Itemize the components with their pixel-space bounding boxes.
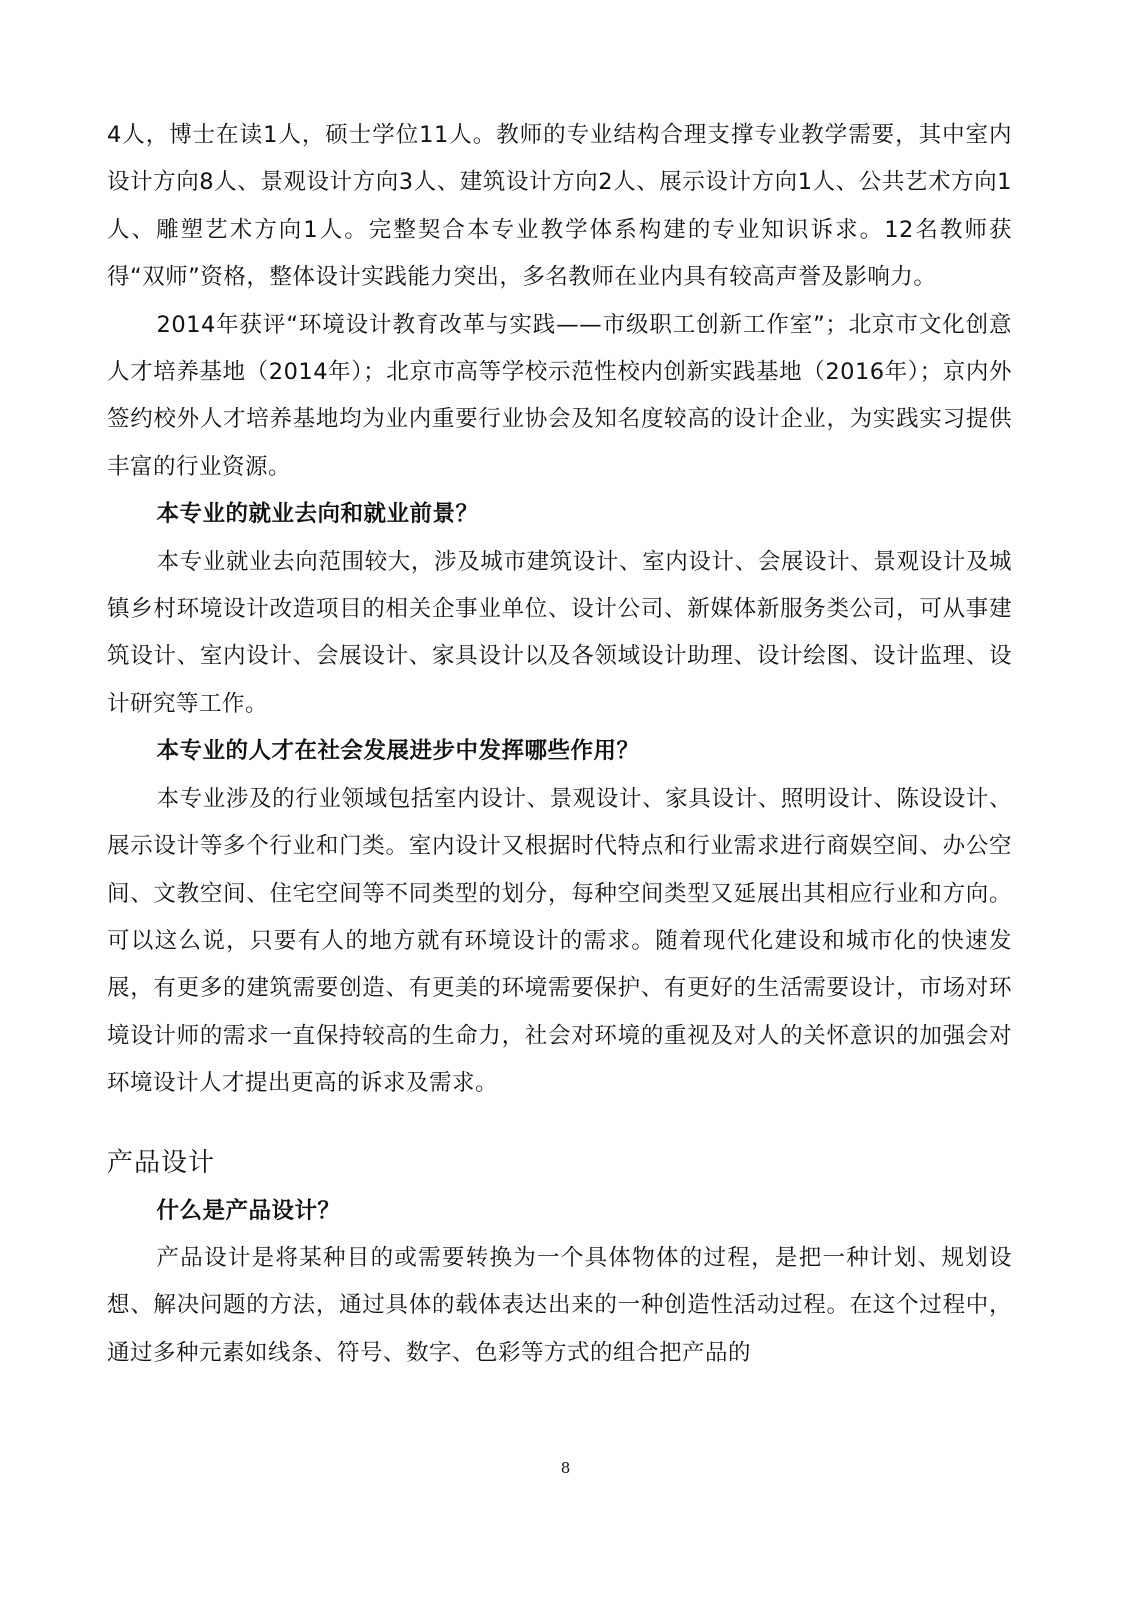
- section-title-product-design: 产品设计: [107, 1147, 216, 1178]
- paragraph-employment-prospects: 本专业就业去向范围较大，涉及城市建筑设计、室内设计、会展设计、景观设计及城镇乡村环境设计改造项目的相关企事业单位、设计公司、新媒体新服务类公司，可从事建筑设计、室内设计、会展设计、家具设计以及各领域设计助理、设计绘图、设计监理、设计研究等工作。: [107, 548, 1012, 717]
- paragraph-faculty-structure: 4人，博士在读1人，硕士学位11人。教师的专业结构合理支撑专业教学需要，其中室内设计方向8人、景观设计方向3人、建筑设计方向2人、展示设计方向1人、公共艺术方向1人、雕塑艺术方向1人。完整契合本专业教学体系构建的专业知识诉求。12名教师获得“双师”资格，整体设计实践能力突出，多名教师在业内具有较高声誉及影响力。: [107, 122, 1012, 291]
- question-employment-prospects: 本专业的就业去向和就业前景？: [156, 501, 479, 528]
- page-body: [107, 112, 1012, 1377]
- page-number: 8: [560, 1459, 571, 1477]
- paragraph-product-design-definition: 产品设计是将某种目的或需要转换为一个具体物体的过程，是把一种计划、规划设想、解决问题的方法，通过具体的载体表达出来的一种创造性活动过程。在这个过程中，通过多种元素如线条、符号、数字、色彩等方式的组合把产品的: [107, 1244, 1012, 1366]
- question-what-is-product-design: 什么是产品设计？: [156, 1197, 341, 1224]
- paragraph-social-role: 本专业涉及的行业领域包括室内设计、景观设计、家具设计、照明设计、陈设设计、展示设计等多个行业和门类。室内设计又根据时代特点和行业需求进行商娱空间、办公空间、文教空间、住宅空间等不同类型的划分，每种空间类型又延展出其相应行业和方向。可以这么说，只要有人的地方就有环境设计的需求。随着现代化建设和城市化的快速发展，有更多的建筑需要创造、有更美的环境需要保护、有更好的生活需要设计，市场对环境设计师的需求一直保持较高的生命力，社会对环境的重视及对人的关怀意识的加强会对环境设计人才提出更高的诉求及需求。: [107, 785, 1012, 1097]
- paragraph-awards-and-bases: 2014年获评“环境设计教育改革与实践——市级职工创新工作室”；北京市文化创意人才培养基地（2014年）；北京市高等学校示范性校内创新实践基地（2016年）；京内外签约校外人才培养基地均为业内重要行业协会及知名度较高的设计企业，为实践实习提供丰富的行业资源。: [107, 311, 1012, 480]
- question-social-role: 本专业的人才在社会发展进步中发挥哪些作用？: [156, 738, 640, 765]
